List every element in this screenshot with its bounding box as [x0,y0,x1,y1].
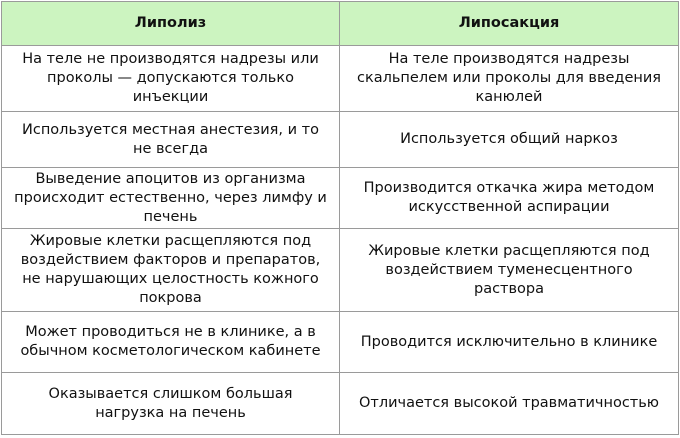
table-row [2,373,679,435]
table-row [2,168,679,229]
table-cell-liposuction: Проводится исключительно в клинике [340,312,679,373]
table-cell-liposuction: Жировые клетки расщепляются под воздействием туменесцентного раствора [340,229,679,312]
table-cell-lipolysis: На теле не производятся надрезы или проколы — допускаются только инъекции [2,46,340,112]
table-cell-lipolysis: Используется местная анестезия, и то не всегда [2,112,340,168]
table-row [2,46,679,112]
column-header-liposuction: Липосакция [340,2,679,46]
table-cell-lipolysis: Выведение апоцитов из организма происходит естественно, через лимфу и печень [2,168,340,229]
comparison-table [1,1,679,435]
table-cell-liposuction: Отличается высокой травматичностью [340,373,679,435]
column-header-lipolysis: Липолиз [2,2,340,46]
table-cell-liposuction: Используется общий наркоз [340,112,679,168]
table-cell-lipolysis: Жировые клетки расщепляются под воздействием факторов и препаратов, не нарушающих целостность кожного покрова [2,229,340,312]
table-cell-lipolysis: Оказывается слишком большая нагрузка на печень [2,373,340,435]
table-cell-lipolysis: Может проводиться не в клинике, а в обычном косметологическом кабинете [2,312,340,373]
table-cell-liposuction: На теле производятся надрезы скальпелем или проколы для введения канюлей [340,46,679,112]
table-row [2,229,679,312]
table-cell-liposuction: Производится откачка жира методом искусственной аспирации [340,168,679,229]
table-row [2,112,679,168]
table-header-row [2,2,679,46]
table-row [2,312,679,373]
